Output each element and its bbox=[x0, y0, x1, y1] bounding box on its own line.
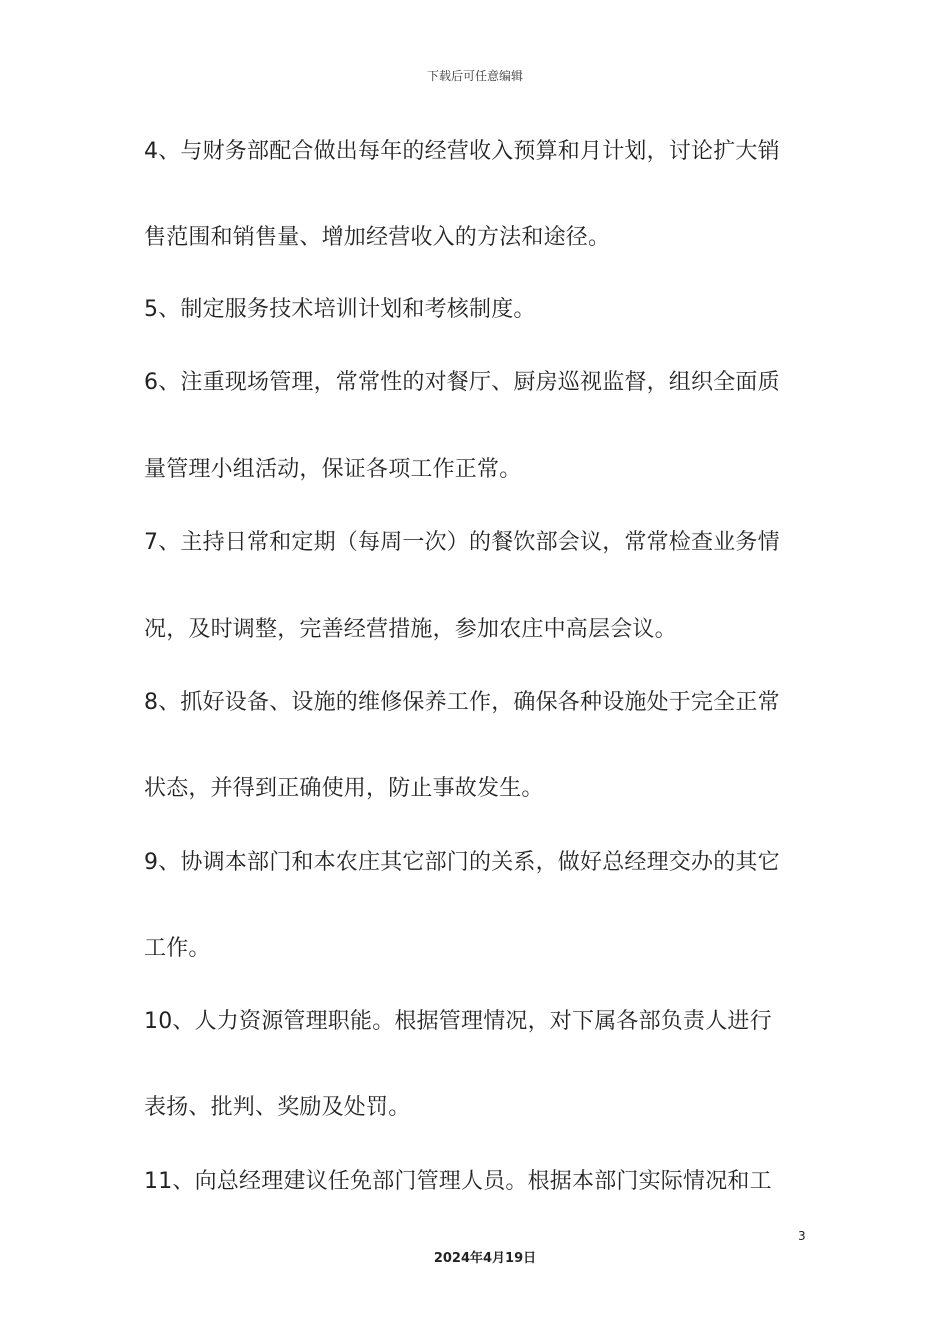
text-line: 4、与财务部配合做出每年的经营收入预算和月计划，讨论扩大销 bbox=[144, 139, 780, 164]
text-line: 工作。 bbox=[144, 936, 211, 961]
text-line: 售范围和销售量、增加经营收入的方法和途径。 bbox=[144, 225, 611, 250]
text-line: 况，及时调整，完善经营措施，参加农庄中高层会议。 bbox=[144, 617, 677, 642]
text-line: 9、协调本部门和本农庄其它部门的关系，做好总经理交办的其它 bbox=[144, 850, 780, 875]
footer-date: 2024年4月19日 bbox=[433, 1251, 537, 1266]
text-line: 8、抓好设备、设施的维修保养工作，确保各种设施处于完全正常 bbox=[144, 690, 780, 715]
text-line: 10、人力资源管理职能。根据管理情况，对下属各部负责人进行 bbox=[144, 1009, 772, 1034]
text-line: 7、主持日常和定期（每周一次）的餐饮部会议，常常检查业务情 bbox=[144, 530, 780, 555]
text-line: 11、向总经理建议任免部门管理人员。根据本部门实际情况和工 bbox=[144, 1169, 772, 1194]
page-header: 下载后可任意编辑 bbox=[426, 69, 523, 83]
text-line: 表扬、批判、奖励及处罚。 bbox=[144, 1095, 411, 1120]
text-line: 状态，并得到正确使用，防止事故发生。 bbox=[144, 776, 544, 801]
text-line: 5、制定服务技术培训计划和考核制度。 bbox=[144, 297, 536, 322]
text-line: 6、注重现场管理，常常性的对餐厅、厨房巡视监督，组织全面质 bbox=[144, 370, 780, 395]
page-number: 3 bbox=[798, 1229, 806, 1243]
text-line: 量管理小组活动，保证各项工作正常。 bbox=[144, 457, 522, 482]
